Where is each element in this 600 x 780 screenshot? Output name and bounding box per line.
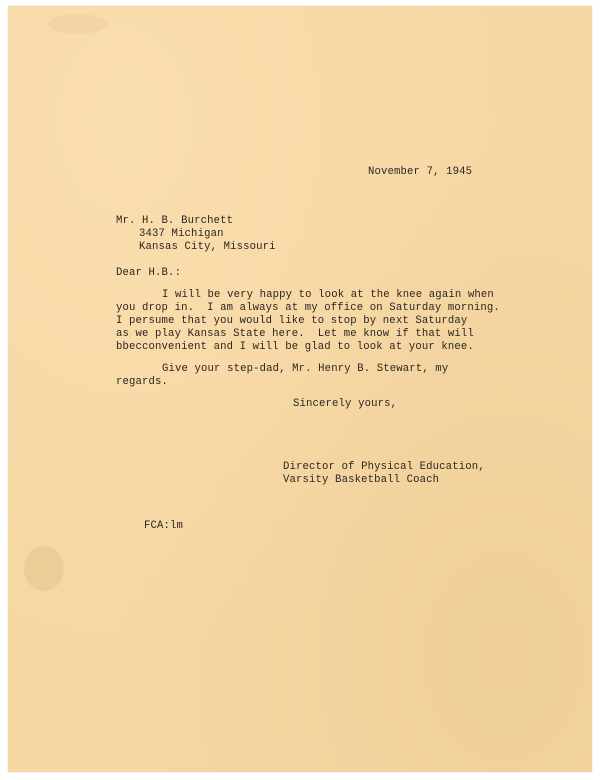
- paper-stain: [24, 546, 64, 591]
- body-line: Give your step-dad, Mr. Henry B. Stewart, my: [162, 363, 449, 375]
- recipient-street: 3437 Michigan: [139, 228, 224, 240]
- body-line: bbecconvenient and I will be glad to look at your knee.: [116, 341, 474, 353]
- recipient-city: Kansas City, Missouri: [139, 241, 276, 253]
- closing: Sincerely yours,: [293, 398, 398, 410]
- letter-page: [8, 6, 592, 772]
- signature-title: Varsity Basketball Coach: [283, 474, 440, 486]
- body-line: regards.: [116, 376, 169, 388]
- typist-initials: FCA:lm: [144, 520, 184, 532]
- letter-date: November 7, 1945: [368, 166, 473, 178]
- body-line: you drop in. I am always at my office on Saturday morning.: [116, 302, 500, 314]
- signature-title: Director of Physical Education,: [283, 461, 485, 473]
- body-line: as we play Kansas State here. Let me know if that will: [116, 328, 474, 340]
- recipient-name: Mr. H. B. Burchett: [116, 215, 234, 227]
- body-line: I will be very happy to look at the knee again when: [162, 289, 494, 301]
- body-line: I persume that you would like to stop by next Saturday: [116, 315, 468, 327]
- paper-stain: [48, 14, 108, 34]
- salutation: Dear H.B.:: [116, 267, 182, 279]
